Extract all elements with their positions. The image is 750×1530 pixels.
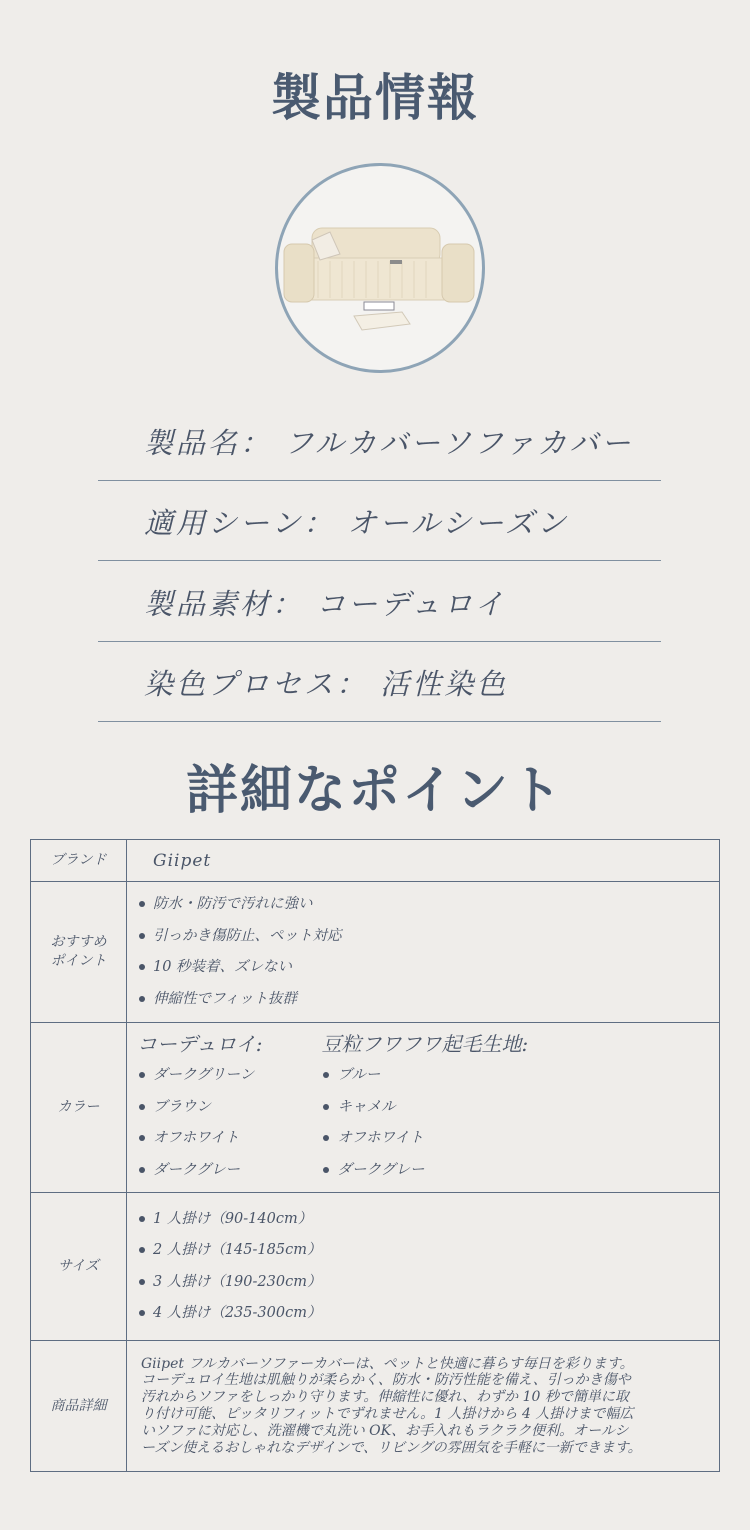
info-text: 適用シーン： オールシーズン: [144, 506, 569, 540]
list-item: 2 人掛け（145-185cm）: [137, 1235, 719, 1267]
list-item: ダークグレー: [137, 1155, 317, 1187]
list-item: 1 人掛け（90-140cm）: [137, 1204, 719, 1236]
detail-line: Giipet フルカバーソファーカバーは、ペットと快適に暮らす毎日を彩ります。: [141, 1355, 634, 1372]
list-item: ブラウン: [137, 1092, 317, 1124]
detail-description: [137, 1350, 719, 1463]
info-row-dyeing: [98, 661, 661, 722]
details-heading: 詳細なポイント: [185, 760, 564, 821]
color-column-fleece: [321, 1029, 581, 1186]
sofa-illustration: [278, 166, 482, 370]
spec-row-detail: [31, 1341, 720, 1472]
list-item: 4 人掛け（235-300cm）: [137, 1298, 719, 1330]
list-item: 3 人掛け（190-230cm）: [137, 1267, 719, 1299]
color-column-corduroy: [137, 1029, 317, 1186]
size-label: サイズ: [31, 1193, 127, 1341]
info-row-product-name: [98, 420, 661, 481]
detail-values: [127, 1341, 720, 1472]
detail-line: いソファに対応し、洗濯機で丸洗い OK、お手入れもラクラク便利。オールシ: [141, 1422, 629, 1439]
list-item: キャメル: [321, 1092, 581, 1124]
spec-row-brand: [31, 840, 720, 882]
product-image: [275, 163, 485, 373]
color-values: [127, 1023, 720, 1193]
list-item: ダークグレー: [321, 1155, 581, 1187]
brand-value: Giipet: [127, 840, 720, 882]
info-text: 染色プロセス： 活性染色: [144, 667, 509, 701]
detail-line: 汚れからソファをしっかり守ります。伸縮性に優れ、わずか 10 秒で簡単に取: [141, 1389, 629, 1406]
detail-line: り付け可能、ピッタリフィットでずれません。1 人掛けから 4 人掛けまで幅広: [141, 1406, 634, 1422]
recommend-label-line2: ポイント: [50, 953, 107, 969]
product-info-heading: 製品情報: [271, 68, 479, 127]
list-item: ダークグリーン: [137, 1060, 317, 1092]
spec-row-recommend: [31, 882, 720, 1023]
recommend-label-line1: おすすめ: [50, 934, 107, 950]
detail-label: 商品詳細: [31, 1341, 127, 1472]
color-col1-title: コーデュロイ:: [137, 1032, 263, 1056]
color-label: カラー: [31, 1023, 127, 1193]
spec-row-color: [31, 1023, 720, 1193]
list-item: 伸縮性でフィット抜群: [137, 984, 719, 1016]
detail-line: コーデュロイ生地は肌触りが柔らかく、防水・防汚性能を備え、引っかき傷や: [141, 1372, 631, 1389]
list-item: オフホワイト: [321, 1123, 581, 1155]
info-row-material: [98, 581, 661, 642]
color-col2-title: 豆粒フワフワ起毛生地:: [321, 1032, 529, 1056]
recommend-label: [31, 882, 127, 1023]
brand-label: ブランド: [31, 840, 127, 882]
list-item: 10 秒装着、ズレない: [137, 952, 719, 984]
detail-line: ーズン使えるおしゃれなデザインで、リビングの雰囲気を手軽に一新できます。: [141, 1439, 642, 1456]
size-values: [127, 1193, 720, 1341]
info-row-season: [98, 500, 661, 561]
spec-table: [30, 839, 720, 1472]
recommend-values: [127, 882, 720, 1023]
info-text: 製品素材： コーデュロイ: [144, 587, 507, 621]
list-item: ブルー: [321, 1060, 581, 1092]
list-item: 防水・防汚で汚れに強い: [137, 889, 719, 921]
list-item: オフホワイト: [137, 1123, 317, 1155]
list-item: 引っかき傷防止、ペット対応: [137, 921, 719, 953]
info-text: 製品名： フルカバーソファカバー: [144, 426, 634, 460]
spec-row-size: [31, 1193, 720, 1341]
